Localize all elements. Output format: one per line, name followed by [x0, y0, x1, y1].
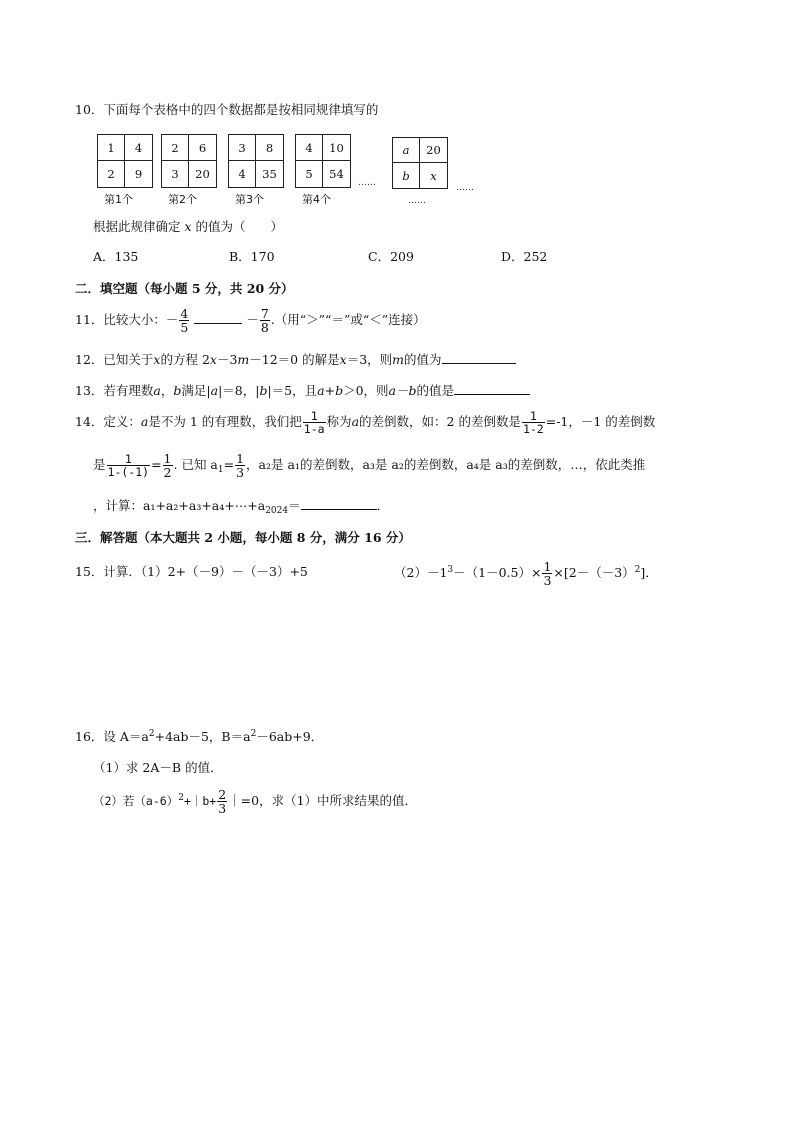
q14-subscript: 1 [217, 465, 224, 476]
table-cell: 6 [189, 135, 216, 161]
q13 [75, 385, 530, 398]
q16-line-2: （1）求 2A－B 的值． [93, 760, 223, 775]
q15-exponent: 3 [447, 565, 454, 576]
table-cell: 4 [125, 135, 152, 161]
q10-caption-3: 第3个 [235, 193, 264, 206]
q10-question-text: 根据此规律确定 [93, 219, 181, 234]
q11-minus: － [246, 312, 259, 328]
fraction-denominator: 3 [218, 801, 227, 817]
q14-var: a [351, 414, 360, 430]
q11-suffix: .（用“＞”“＝”或“＜”连接） [270, 312, 426, 328]
q10-caption-2: 第2个 [168, 193, 197, 206]
q13-var: b [259, 383, 268, 398]
fraction-numerator: 1 [236, 451, 245, 466]
q11 [75, 307, 426, 334]
q10-option-c: C．209 [368, 249, 414, 264]
section-2-title: 二．填空题（每小题 5 分，共 20 分） [75, 281, 294, 296]
q16-exponent: 2 [178, 793, 184, 804]
q13-text: |＝5，且 [267, 383, 318, 398]
q14-answer-blank[interactable] [301, 508, 377, 510]
q11-answer-blank[interactable] [194, 322, 242, 324]
q14-text: 是 [93, 457, 106, 473]
q10-question [93, 221, 283, 234]
table-cell: 20 [420, 138, 447, 163]
q10-ellipsis-2: …… [408, 196, 426, 206]
table-cell: 9 [134, 167, 143, 181]
q10-option-b: B．170 [229, 249, 275, 264]
q10-ellipsis-1: …… [358, 178, 376, 188]
q16-text: +｜b+ [183, 794, 217, 809]
fraction-numerator: 1 [543, 559, 552, 574]
q14-line-2 [93, 452, 645, 479]
q13-text: ＞0，则 [343, 383, 389, 398]
q13-expr: a+b [317, 383, 344, 398]
q14-text: ，计算：a₁+a₂+a₃+a₄+⋯+a [93, 498, 266, 513]
q10-stem-text: 下面每个表格中的四个数据都是按相同规律填写的 [103, 102, 379, 117]
q10-caption-4: 第4个 [302, 193, 331, 206]
q11-prefix: 11．比较大小：－ [75, 312, 179, 328]
q14-fraction-neg1 [107, 453, 151, 478]
fraction-denominator: 1-a [303, 422, 325, 437]
table-cell: 3 [162, 161, 189, 187]
fraction-numerator: 4 [180, 306, 189, 321]
q14-fraction-example [522, 410, 545, 435]
fraction-denominator: 8 [260, 320, 269, 336]
fraction-numerator: 2 [218, 787, 227, 802]
q13-var: b [173, 383, 182, 398]
q12-var: x [153, 352, 161, 367]
fraction-numerator: 1 [163, 451, 172, 466]
q11-fraction-2 [260, 307, 270, 334]
fraction-denominator: 3 [236, 465, 245, 481]
q12-var: m [237, 352, 250, 367]
q14-var: a [140, 414, 149, 430]
q12-text: ＝3，则 [346, 352, 393, 367]
section-3-title: 三．解答题（本大题共 2 小题，每小题 8 分，满分 16 分） [75, 530, 411, 545]
q10-table-5 [392, 137, 448, 189]
q13-text: |＝8，| [218, 383, 260, 398]
q10-number: 10． [75, 102, 104, 117]
q12-text: 12．已知关于 [75, 352, 154, 367]
q11-fraction-1 [179, 307, 189, 334]
table-cell: 5 [296, 161, 323, 187]
q15-part-1: 15．计算．（1）2+（－9）－（－3）+5 [75, 564, 308, 579]
table-cell: 2 [162, 135, 189, 161]
q16-text: ｜=0，求（1）中所求结果的值． [228, 793, 418, 809]
q16-text: －6ab+9． [256, 729, 324, 744]
q12-text: 的方程 2 [160, 352, 210, 367]
q14-text: ＝ [288, 498, 301, 513]
q14-text: =-1，－1 的差倒数 [545, 414, 656, 430]
q13-answer-blank[interactable] [454, 393, 530, 395]
q12-var: x [339, 352, 347, 367]
fraction-denominator: 3 [543, 573, 552, 589]
fraction-denominator: 2 [163, 465, 172, 481]
q12-answer-blank[interactable] [442, 362, 516, 364]
q13-var: a [210, 383, 219, 398]
table-cell: 1 [98, 135, 125, 161]
q12-var: x [209, 352, 217, 367]
table-cell: 4 [296, 135, 323, 161]
q15-text: －（1－0.5）× [453, 565, 542, 581]
q16-text: +4ab－5，B＝a [154, 729, 251, 744]
q14-text: 14．定义： [75, 414, 141, 430]
q10-table-4 [295, 134, 351, 188]
q10-option-d: D．252 [501, 249, 548, 264]
fraction-numerator: 1 [303, 410, 326, 423]
q16-text: 16．设 A＝a [75, 729, 149, 744]
q12 [75, 354, 516, 367]
q13-text: 满足| [181, 383, 211, 398]
q12-text: －12＝0 的解是 [249, 352, 340, 367]
q10-table-3 [228, 134, 284, 188]
table-cell: b [393, 163, 420, 188]
table-cell: x [430, 168, 437, 183]
q12-text: 的值为 [404, 352, 442, 367]
q15-part-2 [394, 560, 658, 587]
q13-var: a [153, 383, 161, 398]
q10-option-a: A．135 [93, 249, 139, 264]
fraction-numerator: 7 [260, 306, 269, 321]
q14-text: 的差倒数，如：2 的差倒数是 [359, 414, 521, 430]
q14-fraction-half [163, 452, 173, 479]
q13-text: 13．若有理数 [75, 383, 154, 398]
q14-text: ，a₂是 a₁的差倒数，a₃是 a₂的差倒数，a₄是 a₃的差倒数，…，依此类推 [246, 457, 646, 473]
q12-text: －3 [216, 352, 238, 367]
q14-fraction-third [235, 452, 245, 479]
q14-text: = [151, 457, 162, 473]
q14-line-1 [75, 410, 655, 435]
q14-text: ． [376, 498, 390, 513]
q14-fraction-def [303, 410, 326, 435]
q16-line-1 [75, 731, 323, 744]
fraction-denominator: 1-(-1) [107, 465, 150, 480]
table-cell: 3 [229, 135, 256, 161]
q12-var: m [392, 352, 404, 367]
table-cell: a [393, 138, 420, 163]
q13-text: 的值是 [416, 383, 455, 398]
q15-text: ]． [640, 565, 658, 581]
q14-line-3 [93, 498, 390, 516]
q16-exponent: 2 [148, 729, 155, 739]
table-cell: 8 [256, 135, 283, 161]
fraction-numerator: 1 [522, 410, 545, 423]
q10-table-1 [97, 134, 153, 188]
table-cell: 20 [195, 167, 210, 181]
q15-exponent: 2 [634, 565, 641, 576]
table-cell: 10 [323, 135, 350, 161]
table-cell: 4 [229, 161, 256, 187]
q10-variable: x [184, 219, 192, 234]
q10-table-2 [161, 134, 217, 188]
q16-fraction [217, 788, 227, 815]
table-cell: 35 [262, 167, 277, 181]
q14-text: . 已知 a [173, 457, 218, 473]
q10-caption-1: 第1个 [104, 193, 133, 206]
q14-text: 是不为 1 的有理数，我们把 [148, 414, 302, 430]
q15-text: （2）－1 [394, 565, 448, 581]
q15-text: ×[2－（－3） [553, 565, 635, 581]
q15-fraction [542, 560, 552, 587]
fraction-numerator: 1 [107, 453, 151, 466]
q16-line-3 [93, 788, 417, 815]
q10-ellipsis-3: …… [456, 183, 474, 193]
q13-expr: a－b [388, 383, 417, 398]
q10-stem [75, 104, 378, 117]
q10-question-end: 的值为（ ） [195, 219, 284, 234]
table-cell: 2 [98, 161, 125, 187]
q14-text: 称为 [326, 414, 352, 430]
fraction-denominator: 1-2 [522, 422, 544, 437]
q14-subscript: 2024 [265, 506, 289, 516]
fraction-denominator: 5 [180, 320, 189, 336]
table-cell: 54 [329, 167, 344, 181]
q16-text: （2）若（a-6） [93, 794, 179, 809]
q13-text: ， [160, 383, 174, 398]
q14-text: = [223, 457, 235, 473]
q16-exponent: 2 [250, 729, 257, 739]
